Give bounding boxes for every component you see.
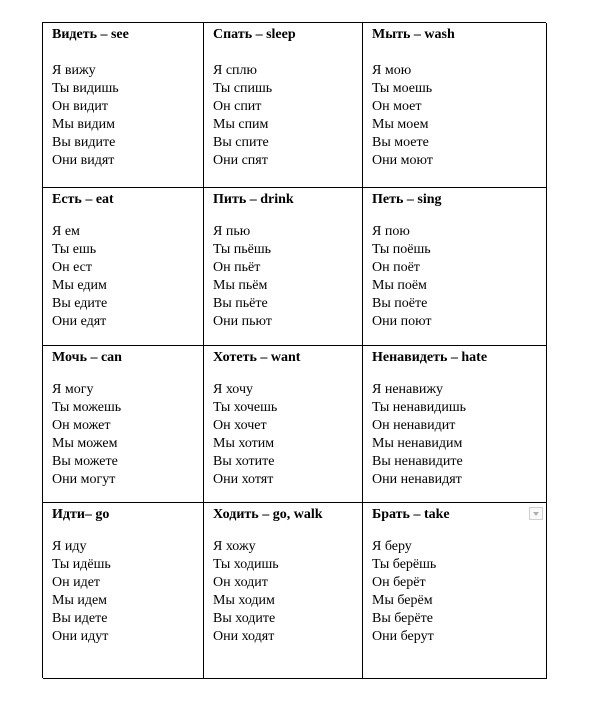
- conjugation-form: Они могут: [52, 472, 116, 487]
- conjugation-list: [213, 223, 362, 331]
- verb-title: Ходить – go, walk: [213, 507, 323, 522]
- verb-cell-eat: [43, 188, 204, 346]
- conjugation-form: Я могу: [52, 382, 94, 397]
- conjugation-form: Мы ходим: [213, 593, 275, 608]
- conjugation-form: Вы едите: [52, 296, 108, 311]
- conjugation-form: Он идет: [52, 575, 101, 590]
- verb-title: Мыть – wash: [372, 27, 455, 42]
- conjugation-form: Он ходит: [213, 575, 268, 590]
- conjugation-form: Он спит: [213, 99, 262, 114]
- verb-title: Петь – sing: [372, 192, 442, 207]
- conjugation-form: Он ненавидит: [372, 418, 456, 433]
- conjugation-form: Я хочу: [213, 382, 253, 397]
- conjugation-form: Они берут: [372, 629, 434, 644]
- conjugation-form: Мы пьём: [213, 278, 268, 293]
- conjugation-form: Они поют: [372, 314, 432, 329]
- verb-title: Брать – take: [372, 507, 450, 522]
- conjugation-form: Они ходят: [213, 629, 275, 644]
- conjugation-form: Я пою: [372, 224, 410, 239]
- conjugation-list: [52, 223, 203, 331]
- conjugation-list: [213, 381, 362, 489]
- verb-cell-can: [43, 346, 204, 503]
- conjugation-form: Я хожу: [213, 539, 256, 554]
- conjugation-form: Ты хочешь: [213, 400, 278, 415]
- conjugation-list: [213, 538, 362, 646]
- conjugation-form: Ты поёшь: [372, 242, 431, 257]
- verb-cell-sing: [363, 188, 547, 346]
- conjugation-form: Они моют: [372, 153, 433, 168]
- verb-cell-drink: [204, 188, 363, 346]
- conjugation-form: Я ем: [52, 224, 80, 239]
- conjugation-form: Ты ненавидишь: [372, 400, 467, 415]
- conjugation-form: Вы ходите: [213, 611, 276, 626]
- conjugation-form: Они хотят: [213, 472, 274, 487]
- conjugation-form: Ты ходишь: [213, 557, 279, 572]
- conjugation-form: Вы спите: [213, 135, 269, 150]
- verb-title: Видеть – see: [52, 27, 129, 42]
- verb-title: Есть – eat: [52, 192, 114, 207]
- verb-title: Мочь – can: [52, 350, 122, 365]
- conjugation-form: Мы моем: [372, 117, 429, 132]
- conjugation-form: Ты пьёшь: [213, 242, 272, 257]
- conjugation-list: [372, 223, 546, 331]
- conjugation-form: Они едят: [52, 314, 107, 329]
- conjugation-form: Мы идем: [52, 593, 108, 608]
- conjugation-form: Он ест: [52, 260, 92, 275]
- conjugation-form: Вы можете: [52, 454, 118, 469]
- conjugation-form: Ты берёшь: [372, 557, 437, 572]
- conjugation-form: Они идут: [52, 629, 109, 644]
- conjugation-form: Вы идете: [52, 611, 108, 626]
- conjugation-form: Я мою: [372, 63, 412, 78]
- verb-cell-want: [204, 346, 363, 503]
- conjugation-form: Мы ненавидим: [372, 436, 463, 451]
- verb-cell-wash: [363, 23, 547, 188]
- conjugation-form: Ты идёшь: [52, 557, 111, 572]
- conjugation-list: [213, 62, 362, 170]
- conjugation-form: Я иду: [52, 539, 87, 554]
- conjugation-form: Он пьёт: [213, 260, 261, 275]
- conjugation-form: Мы спим: [213, 117, 269, 132]
- conjugation-form: Ты видишь: [52, 81, 119, 96]
- conjugation-form: Мы едим: [52, 278, 107, 293]
- conjugation-form: Ты ешь: [52, 242, 97, 257]
- conjugation-list: [52, 381, 203, 489]
- verb-cell-go: [43, 503, 204, 679]
- verb-cell-see: [43, 23, 204, 188]
- conjugation-list: [372, 381, 546, 489]
- conjugation-form: Мы хотим: [213, 436, 275, 451]
- conjugation-list: [372, 538, 546, 646]
- conjugation-form: Они видят: [52, 153, 115, 168]
- conjugation-form: Мы можем: [52, 436, 118, 451]
- conjugation-form: Вы поёте: [372, 296, 428, 311]
- conjugation-form: Я вижу: [52, 63, 96, 78]
- verb-cell-take: [363, 503, 547, 679]
- conjugation-form: Вы пьёте: [213, 296, 268, 311]
- conjugation-form: Ты спишь: [213, 81, 273, 96]
- conjugation-form: Он берёт: [372, 575, 426, 590]
- conjugation-form: Вы видите: [52, 135, 116, 150]
- conjugation-form: Они пьют: [213, 314, 272, 329]
- conjugation-form: Он моет: [372, 99, 422, 114]
- conjugation-form: Он может: [52, 418, 111, 433]
- verb-title: Ненавидеть – hate: [372, 350, 488, 365]
- verb-title: Хотеть – want: [213, 350, 301, 365]
- verb-title: Идти– go: [52, 507, 110, 522]
- verb-title: Спать – sleep: [213, 27, 296, 42]
- verb-cell-sleep: [204, 23, 363, 188]
- conjugation-form: Он видит: [52, 99, 108, 114]
- conjugation-list: [52, 538, 203, 646]
- conjugation-form: Они спят: [213, 153, 268, 168]
- chevron-down-icon[interactable]: [529, 507, 543, 520]
- conjugation-form: Он хочет: [213, 418, 267, 433]
- conjugation-form: Мы берём: [372, 593, 433, 608]
- conjugation-form: Ты моешь: [372, 81, 433, 96]
- conjugation-form: Я ненавижу: [372, 382, 444, 397]
- conjugation-form: Ты можешь: [52, 400, 122, 415]
- conjugation-form: Мы поём: [372, 278, 427, 293]
- verb-cell-hate: [363, 346, 547, 503]
- verb-title: Пить – drink: [213, 192, 294, 207]
- conjugation-form: Я пью: [213, 224, 251, 239]
- conjugation-list: [372, 62, 546, 170]
- conjugation-form: Они ненавидят: [372, 472, 462, 487]
- conjugation-form: Вы моете: [372, 135, 429, 150]
- conjugation-form: Вы хотите: [213, 454, 275, 469]
- conjugation-form: Я беру: [372, 539, 412, 554]
- conjugation-form: Вы берёте: [372, 611, 433, 626]
- conjugation-form: Я сплю: [213, 63, 257, 78]
- verb-cell-walk: [204, 503, 363, 679]
- conjugation-form: Он поёт: [372, 260, 420, 275]
- conjugation-list: [52, 62, 203, 170]
- conjugation-form: Мы видим: [52, 117, 115, 132]
- conjugation-form: Вы ненавидите: [372, 454, 463, 469]
- verb-conjugation-table: [42, 22, 546, 678]
